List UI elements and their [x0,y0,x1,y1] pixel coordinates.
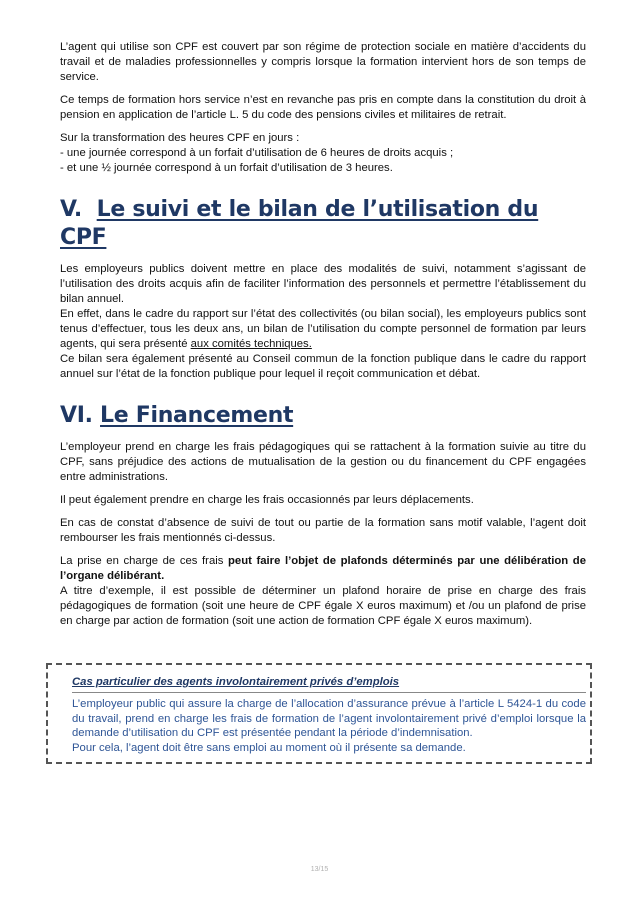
section-6-paragraph-1: L’employeur prend en charge les frais pédagogiques qui se rattachent à la formation suivie au titre du CPF, sans préjudice des actions de mutualisation de la gestion ou du financement du CPF engagées entre administrations. [60,441,586,483]
section-6-paragraph-4-text: La prise en charge de ces frais [60,555,229,567]
section-6-paragraph-4 [60,554,586,584]
comites-techniques-link[interactable]: aux comités techniques. [190,338,312,350]
intro-paragraph-3 [60,131,586,176]
section-5-paragraph-2 [60,307,586,352]
special-case-divider [72,692,586,693]
cpf-days-full: - une journée correspond à un forfait d’utilisation de 6 heures de droits acquis ; [60,147,454,159]
section-6-paragraph-2: Il peut également prendre en charge les frais occasionnés par leurs déplacements. [60,494,474,506]
section-5-paragraph-2-text: En effet, dans le cadre du rapport sur l’état des collectivités (ou bilan social), les employeurs publics sont tenus d’effectuer, tous les deux ans, un bilan de l’utilisation du compte personnel de formation par leurs agents, qui sera présenté [60,308,586,350]
special-case-paragraph-1: L’employeur public qui assure la charge de l’allocation d’assurance prévue à l’article L 5424-1 du code du travail, prend en charge les frais de formation de l’agent involontairement privé d’emploi lorsque la demande d’utilisation du CPF est présentée pendant la période d’indemnisation. [72,698,586,739]
intro-paragraph-1: L’agent qui utilise son CPF est couvert par son régime de protection sociale en matière d’accidents du travail et de maladies professionnelles y compris lorsque la formation intervient hors de son temps de service. [60,41,586,83]
section-5-paragraph-3: Ce bilan sera également présenté au Conseil commun de la fonction publique dans le cadre du rapport annuel sur l’état de la fonction publique pour lequel il reçoit communication et débat. [60,353,586,380]
special-case-content [72,675,586,755]
section-6-title: Le Financement [100,403,294,428]
cpf-days-half: - et une ½ journée correspond à un forfait d’utilisation de 3 heures. [60,162,393,174]
section-6-paragraph-5: A titre d’exemple, il est possible de déterminer un plafond horaire de prise en charge des frais pédagogiques de formation (soit une heure de CPF égale X euros maximum) et /ou un plafond de prise en charge par action de formation (soit une action de formation CPF égale X euros maximum). [60,585,586,627]
section-5-heading [60,196,586,252]
special-case-paragraph-2: Pour cela, l’agent doit être sans emploi au moment où il présente sa demande. [72,741,466,754]
page-number: 13/15 [310,866,329,873]
section-5-number: V. [60,197,82,222]
section-6-number: VI. [60,403,93,428]
section-6-paragraph-3: En cas de constat d’absence de suivi de tout ou partie de la formation sans motif valable, l’agent doit rembourser les frais mentionnés ci-dessus. [60,517,586,544]
intro-paragraph-2: Ce temps de formation hors service n’est en revanche pas pris en compte dans la constitution du droit à pension en application de l’article L. 5 du code des pensions civiles et militaires de retrait. [60,94,586,121]
special-case-box [46,663,592,764]
document-page [60,40,586,629]
special-case-title: Cas particulier des agents involontairement privés d’emplois [72,676,400,688]
section-5-paragraph-1: Les employeurs publics doivent mettre en place des modalités de suivi, notamment s’agissant de l’utilisation des droits acquis afin de faciliter l’information des personnels et permettre l’établissement du bilan annuel. [60,263,586,305]
section-6-paragraph-4-bold: peut faire l’objet de plafonds déterminés par une délibération de l’organe délibérant. [60,555,586,582]
section-6-heading [60,402,586,430]
section-5-title: Le suivi et le bilan de l’utilisation du CPF [60,197,539,250]
cpf-days-intro: Sur la transformation des heures CPF en jours : [60,132,300,144]
